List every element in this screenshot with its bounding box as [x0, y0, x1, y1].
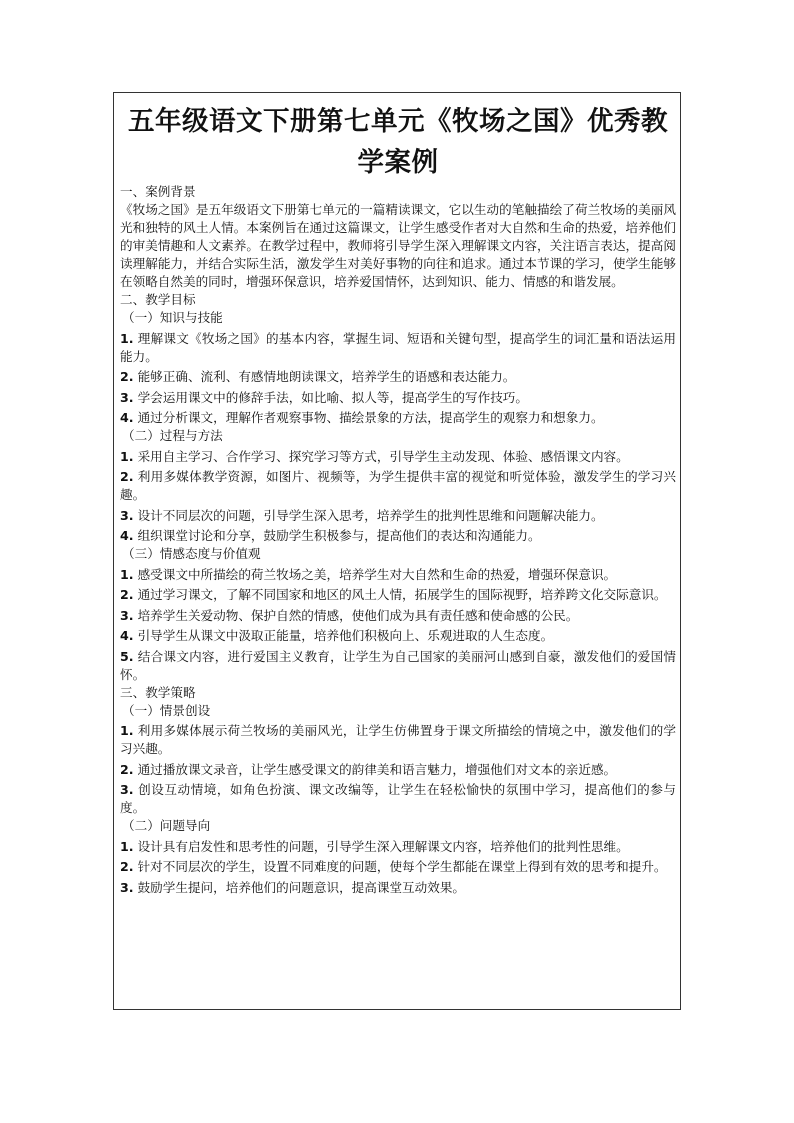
list-item: 2. 通过学习课文，了解不同国家和地区的风土人情，拓展学生的国际视野，培养跨文化交际意识。 [120, 587, 667, 602]
list-item: 4. 通过分析课文，理解作者观察事物、描绘景象的方法，提高学生的观察力和想象力。 [120, 410, 604, 425]
document-table-cell [113, 92, 681, 1010]
section-heading-strategy: 三、教学策略 [120, 684, 196, 700]
list-item: 1. 利用多媒体展示荷兰牧场的美丽风光，让学生仿佛置身于课文所描绘的情境之中，激发他们的学习兴趣。 [120, 723, 676, 756]
subsection-heading-process: （二）过程与方法 [122, 428, 223, 443]
list-item: 5. 结合课文内容，进行爱国主义教育，让学生为自己国家的美丽河山感到自豪，激发他们的爱国情怀。 [120, 648, 676, 682]
list-item: 3. 设计不同层次的问题，引导学生深入思考，培养学生的批判性思维和问题解决能力。 [120, 507, 604, 523]
list-item: 1. 采用自主学习、合作学习、探究学习等方式，引导学生主动发现、体验、感悟课文内容。 [120, 448, 629, 464]
subsection-heading-values: （三）情感态度与价值观 [122, 546, 261, 561]
list-item: 3. 培养学生关爱动物、保护自然的情感，使他们成为具有责任感和使命感的公民。 [120, 607, 579, 623]
list-item: 3. 鼓励学生提问，培养他们的问题意识，提高课堂互动效果。 [120, 879, 465, 895]
list-item: 1. 设计具有启发性和思考性的问题，引导学生深入理解课文内容，培养他们的批判性思维。 [120, 838, 629, 854]
list-item: 3. 创设互动情境，如角色扮演、课文改编等，让学生在轻松愉快的氛围中学习，提高他们的参与度。 [120, 782, 676, 815]
list-item: 2. 利用多媒体教学资源，如图片、视频等，为学生提供丰富的视觉和听觉体验，激发学生的学习兴趣。 [120, 469, 676, 502]
section-heading-background: 一、案例背景 [120, 184, 196, 199]
subsection-heading-questions: （二）问题导向 [122, 818, 211, 833]
subsection-heading-scenario: （一）情景创设 [122, 702, 211, 718]
list-item: 4. 引导学生从课文中汲取正能量，培养他们积极向上、乐观进取的人生态度。 [120, 628, 554, 643]
list-item: 1. 感受课文中所描绘的荷兰牧场之美，培养学生对大自然和生命的热爱，增强环保意识。 [120, 566, 617, 582]
subsection-heading-knowledge: （一）知识与技能 [122, 310, 223, 325]
background-paragraph: 《牧场之国》是五年级语文下册第七单元的一篇精读课文，它以生动的笔触描绘了荷兰牧场的美丽风光和独特的风土人情。本案例旨在通过这篇课文，让学生感受作者对大自然和生命的热爱，培养他们的审美情趣和人文素养。在教学过程中，教师将引导学生深入理解课文内容，关注语言表达，提高阅读理解能力，并结合实际生活，激发学生对美好事物的向往和追求。通过本节课的学习，使学生能够在领略自然美的同时，增强环保意识，培养爱国情怀，达到知识、能力、情感的和谐发展。 [120, 202, 676, 289]
list-item: 2. 能够正确、流利、有感情地朗读课文，培养学生的语感和表达能力。 [120, 369, 516, 384]
list-item: 4. 组织课堂讨论和分享，鼓励学生积极参与，提高他们的表达和沟通能力。 [120, 528, 541, 543]
list-item: 3. 学会运用课文中的修辞手法，如比喻、拟人等，提高学生的写作技巧。 [120, 389, 528, 405]
list-item: 2. 针对不同层次的学生，设置不同难度的问题，使每个学生都能在课堂上得到有效的思考和提升。 [120, 859, 667, 874]
document-title: 五年级语文下册第七单元《牧场之国》优秀教学案例 [128, 106, 668, 178]
list-item: 2. 通过播放课文录音，让学生感受课文的韵律美和语言魅力，增强他们对文本的亲近感。 [120, 761, 617, 777]
section-heading-objectives: 二、教学目标 [120, 292, 196, 307]
list-item: 1. 理解课文《牧场之国》的基本内容，掌握生词、短语和关键句型，提高学生的词汇量和语法运用能力。 [120, 330, 676, 364]
document-content [120, 101, 676, 897]
